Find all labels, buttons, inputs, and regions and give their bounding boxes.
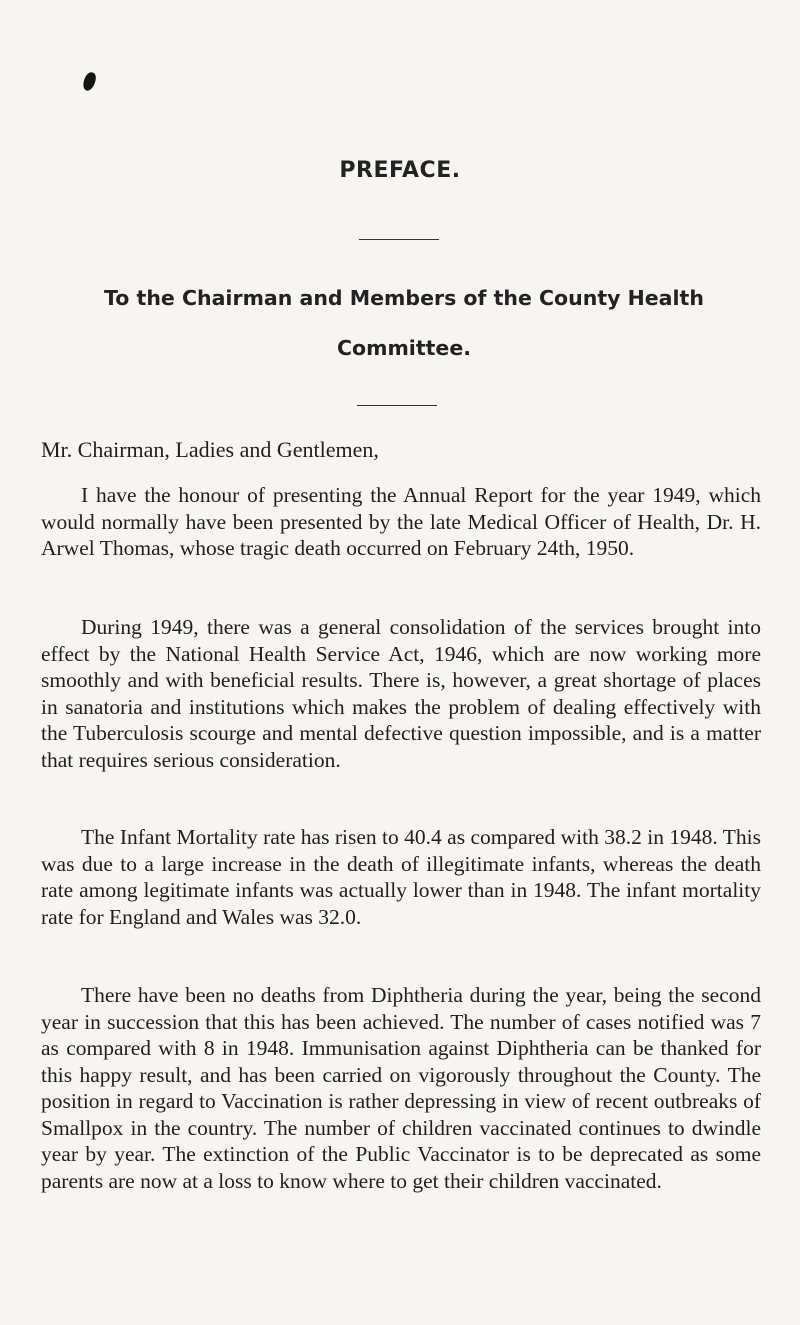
ink-blot <box>81 71 97 92</box>
paragraph-introduction: I have the honour of presenting the Annual Report for the year 1949, which would normally have been presented by the late Medical Officer of Health, Dr. H. Arwel Thomas, whose tragic death occurred on February 24th, 1950. <box>41 483 761 560</box>
paragraph-health-services: During 1949, there was a general consolidation of the services brought into effect by the National Health Service Act, 1946, which are now working more smoothly and with beneficial results. There is, however, a great shortage of places in sanatoria and institutions which makes the problem of dealing effectively with the Tuberculosis scourge and mental defective question impossible, and is a matter that requires serious consideration. <box>41 615 761 772</box>
addressee-line-2: Committee. <box>336 336 472 360</box>
page-title: PREFACE. <box>339 158 461 183</box>
salutation: Mr. Chairman, Ladies and Gentlemen, <box>41 437 379 462</box>
divider-bottom <box>357 405 437 406</box>
divider-top <box>359 239 439 240</box>
paragraph-infant-mortality: The Infant Mortality rate has risen to 40.4 as compared with 38.2 in 1948. This was due to a large increase in the death of illegitimate infants, whereas the death rate among legitimate infants was actually lower than in 1948. The infant mortality rate for England and Wales was 32.0. <box>41 825 761 929</box>
addressee-line-1: To the Chairman and Members of the County Health <box>104 286 704 310</box>
paragraph-diphtheria-vaccination: There have been no deaths from Diphtheria during the year, being the second year in succession that this has been achieved. The number of cases notified was 7 as compared with 8 in 1948. Immunisation against Diphtheria can be thanked for this happy result, and has been carried on vigorously throughout the County. The position in regard to Vaccination is rather depressing in view of recent outbreaks of Smallpox in the country. The number of children vaccinated continues to dwindle year by year. The extinction of the Public Vaccinator is to be deprecated as some parents are now at a loss to know where to get their children vaccinated. <box>41 983 761 1193</box>
